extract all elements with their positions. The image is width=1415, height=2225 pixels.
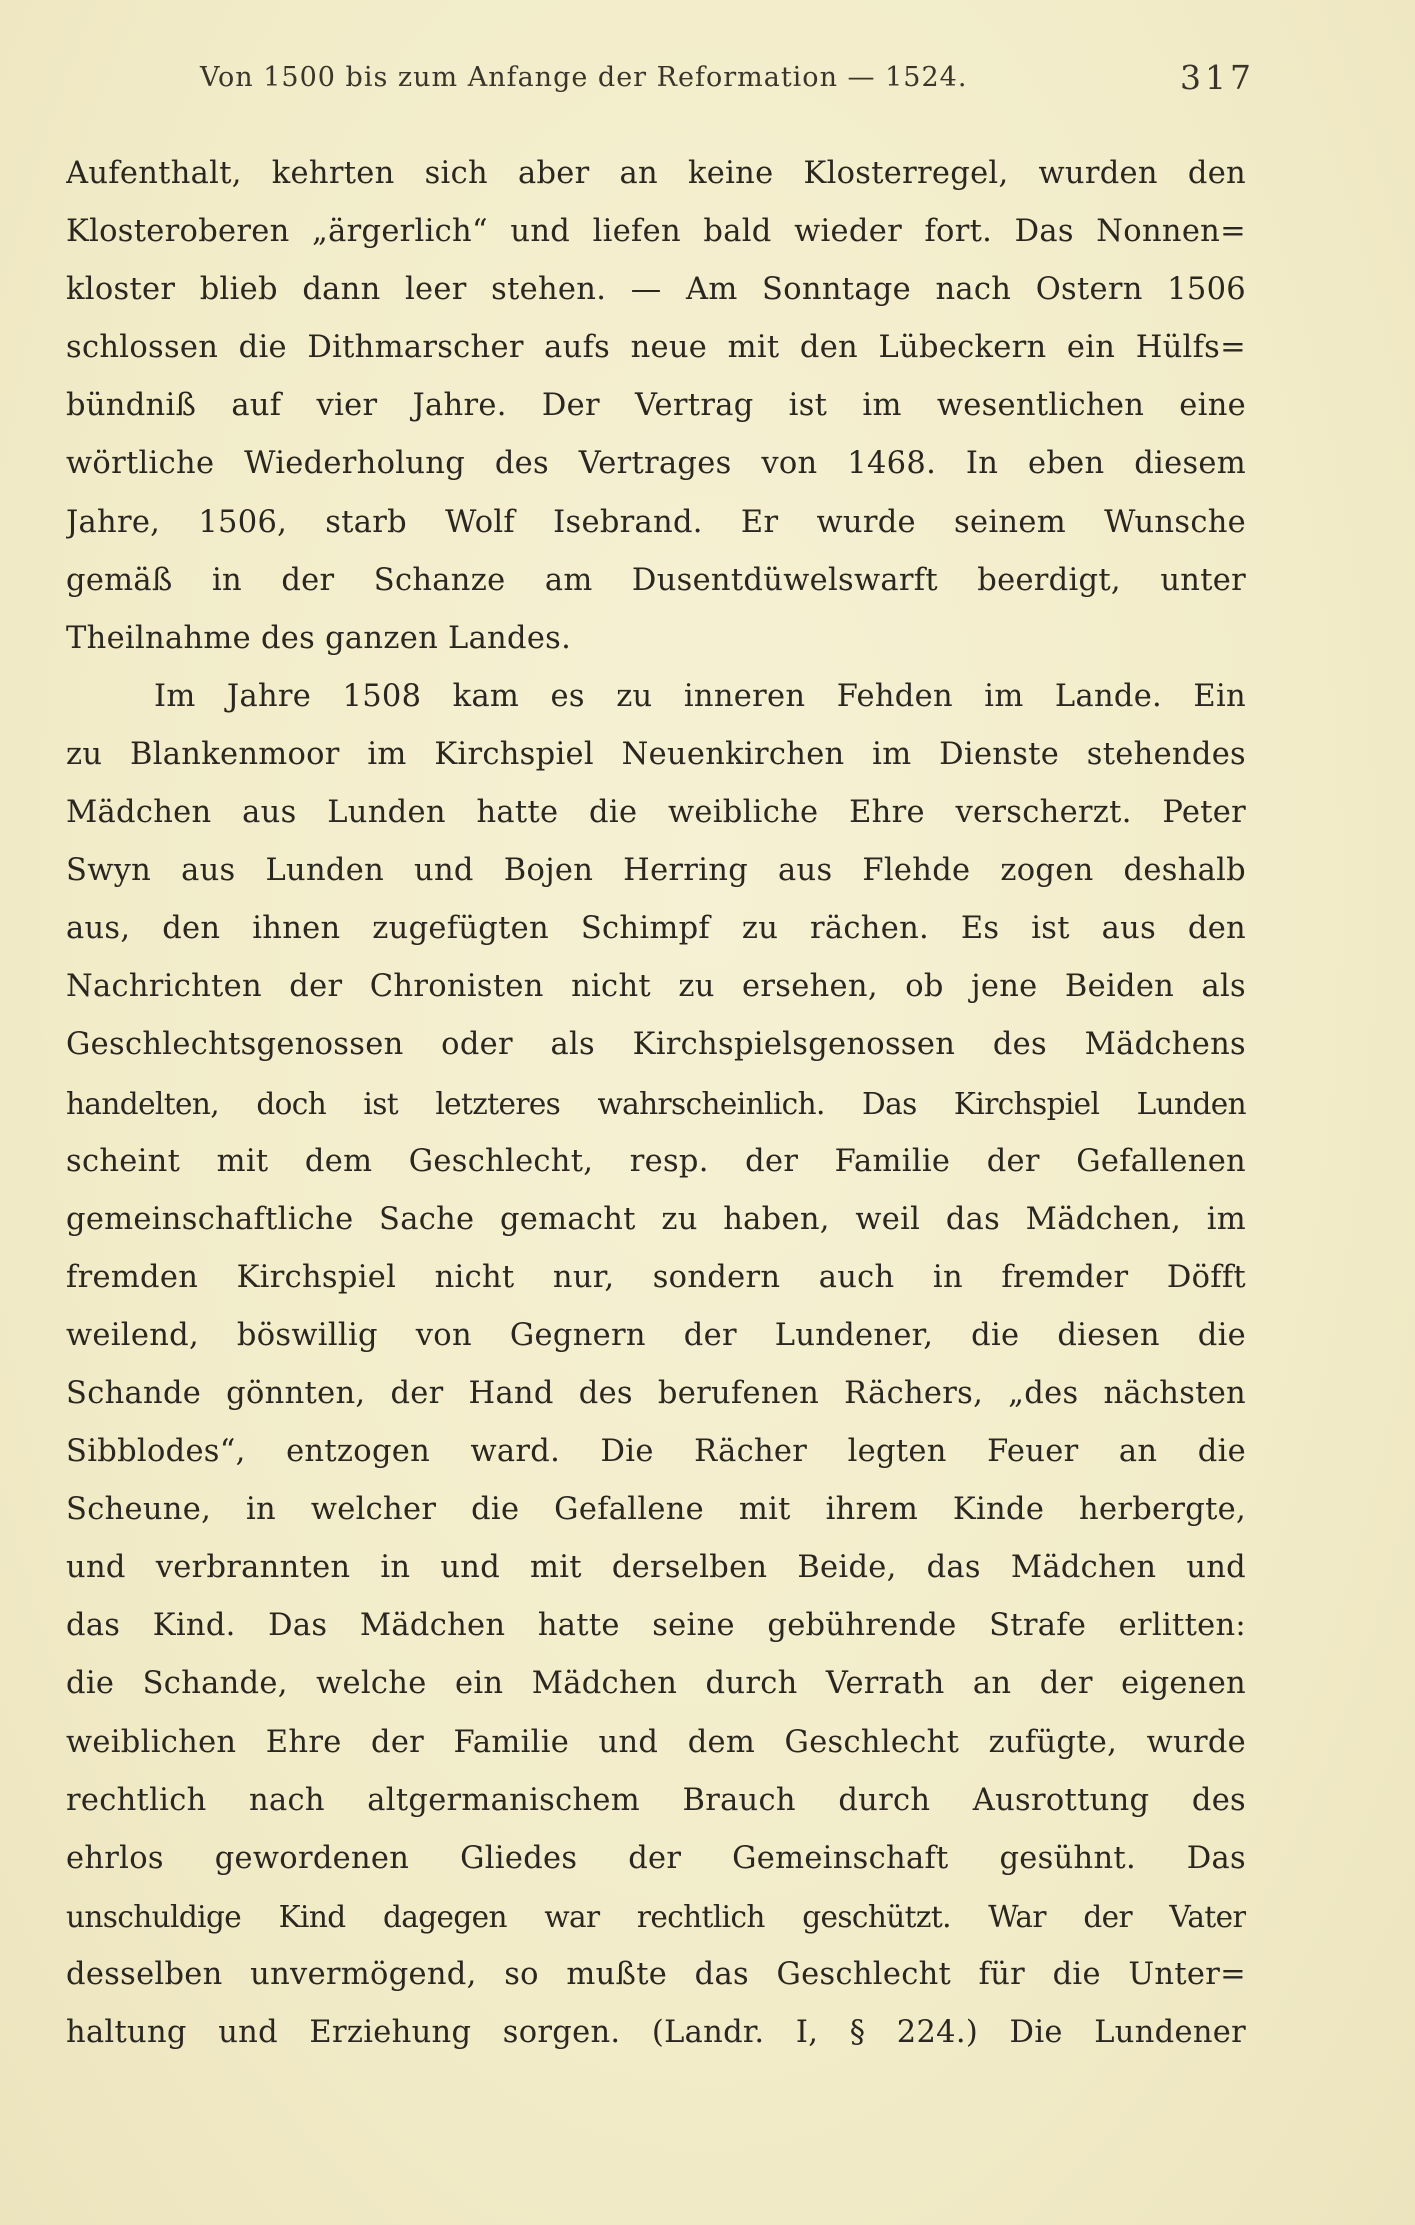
text-line: zu Blankenmoor im Kirchspiel Neuenkirchen im Dienste stehendes <box>66 736 1246 772</box>
text-line: Im Jahre 1508 kam es zu inneren Fehden im Lande. Ein <box>154 678 1246 714</box>
text-line: Schande gönnten, der Hand des berufenen Rächers, „des nächsten <box>66 1375 1246 1411</box>
text-line: Nachrichten der Chronisten nicht zu ersehen, ob jene Beiden als <box>66 969 1246 1005</box>
text-line: Jahre, 1506, starb Wolf Isebrand. Er wurde seinem Wunsche <box>66 504 1246 540</box>
text-line: bündniß auf vier Jahre. Der Vertrag ist im wesentlichen eine <box>66 388 1246 424</box>
page-number: 317 <box>1180 58 1255 97</box>
text-line: wörtliche Wiederholung des Vertrages von 1468. In eben diesem <box>66 446 1246 482</box>
text-line: Mädchen aus Lunden hatte die weibliche Ehre verscherzt. Peter <box>66 795 1246 831</box>
text-line: handelten, doch ist letzteres wahrscheinlich. Das Kirchspiel Lunden <box>66 1086 1246 1121</box>
text-line: rechtlich nach altgermanischem Brauch durch Ausrottung des <box>66 1782 1246 1818</box>
text-line: aus, den ihnen zugefügten Schimpf zu rächen. Es ist aus den <box>66 911 1246 947</box>
text-line: gemeinschaftliche Sache gemacht zu haben, weil das Mädchen, im <box>66 1201 1246 1237</box>
text-line: ehrlos gewordenen Gliedes der Gemeinschaft gesühnt. Das <box>66 1840 1246 1876</box>
text-line: fremden Kirchspiel nicht nur, sondern auch in fremder Döfft <box>66 1259 1246 1295</box>
text-line: unschuldige Kind dagegen war rechtlich geschützt. War der Vater <box>66 1899 1246 1934</box>
text-line: Theilnahme des ganzen Landes. <box>66 620 572 656</box>
text-line: kloster blieb dann leer stehen. — Am Sonntage nach Ostern 1506 <box>66 272 1246 308</box>
text-line: weilend, böswillig von Gegnern der Lundener, die diesen die <box>66 1317 1246 1353</box>
text-line: desselben unvermögend, so mußte das Geschlecht für die Unter= <box>66 1956 1246 1992</box>
text-line: haltung und Erziehung sorgen. (Landr. I, § 224.) Die Lundener <box>66 2015 1246 2050</box>
text-line: die Schande, welche ein Mädchen durch Verrath an der eigenen <box>66 1666 1246 1702</box>
text-line: Geschlechtsgenossen oder als Kirchspielsgenossen des Mädchens <box>66 1027 1246 1063</box>
text-line: Scheune, in welcher die Gefallene mit ihrem Kinde herbergte, <box>66 1492 1246 1528</box>
body-text <box>66 145 1246 2062</box>
text-line: weiblichen Ehre der Familie und dem Geschlecht zufügte, wurde <box>66 1724 1246 1760</box>
running-title: Von 1500 bis zum Anfange der Reformation — 1524. <box>200 62 968 93</box>
text-line: Sibblodes“, entzogen ward. Die Rächer legten Feuer an die <box>66 1434 1246 1470</box>
text-line: das Kind. Das Mädchen hatte seine gebührende Strafe erlitten: <box>66 1608 1246 1644</box>
text-line: Swyn aus Lunden und Bojen Herring aus Flehde zogen deshalb <box>66 853 1246 889</box>
text-line: und verbrannten in und mit derselben Beide, das Mädchen und <box>66 1550 1246 1586</box>
text-line: gemäß in der Schanze am Dusentdüwelswarft beerdigt, unter <box>66 562 1246 598</box>
text-line: scheint mit dem Geschlecht, resp. der Familie der Gefallenen <box>66 1143 1246 1179</box>
text-line: Aufenthalt, kehrten sich aber an keine Klosterregel, wurden den <box>66 156 1246 191</box>
text-line: schlossen die Dithmarscher aufs neue mit den Lübeckern ein Hülfs= <box>66 330 1246 366</box>
text-line: Klosteroberen „ärgerlich“ und liefen bald wieder fort. Das Nonnen= <box>66 214 1246 250</box>
